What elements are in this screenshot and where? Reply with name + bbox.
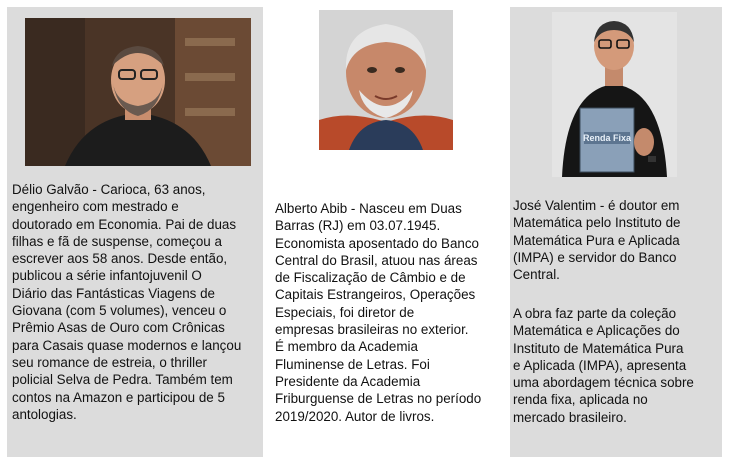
jose-portrait-photo <box>552 12 677 177</box>
alberto-portrait-photo <box>319 10 453 150</box>
delio-bio-text: Délio Galvão - Carioca, 63 anos, engenheiro com mestrado e doutorado em Economia. Pai de duas filhas e fã de suspense, começou a escrever aos 58 anos. Desde então, publicou a série infantojuvenil O Diário das Fantásticas Viagens de Giovana (com 5 volumes), venceu o Prêmio Asas de Ouro com Crônicas para Casais quase modernos e lançou seu romance de estreia, o thriller policial Selva de Pedra. Também tem contos na Amazon e participou de 5 antologias. <box>12 182 242 422</box>
book-description-text: A obra faz parte da coleção Matemática e Aplicações do Instituto de Matemática Pura e Aplicada (IMPA), apresenta uma abordagem técnica sobre renda fixa, aplicada no mercado brasileiro. <box>513 306 694 425</box>
alberto-bio-text: Alberto Abib - Nasceu em Duas Barras (RJ) em 03.07.1945. Economista aposentado do Banco Central do Brasil, atuou nas áreas de Fiscalização de Câmbio e de Capitais Estrangeiros, Operações Especiais, foi diretor de empresas brasileiras no exterior. É membro da Academia Fluminense de Letras. Foi Presidente da Academia Friburguense de Letras no período 2019/2020. Autor de livros. <box>275 201 482 424</box>
author-panel-delio <box>7 7 263 457</box>
book-cover-title: Renda Fixa <box>582 133 632 143</box>
delio-portrait-photo <box>25 18 251 166</box>
author-panel-alberto <box>269 7 504 457</box>
author-panel-jose <box>510 7 722 457</box>
jose-bio-text: José Valentim - é doutor em Matemática pelo Instituto de Matemática Pura e Aplicada (IMPA) e servidor do Banco Central. <box>513 198 681 283</box>
